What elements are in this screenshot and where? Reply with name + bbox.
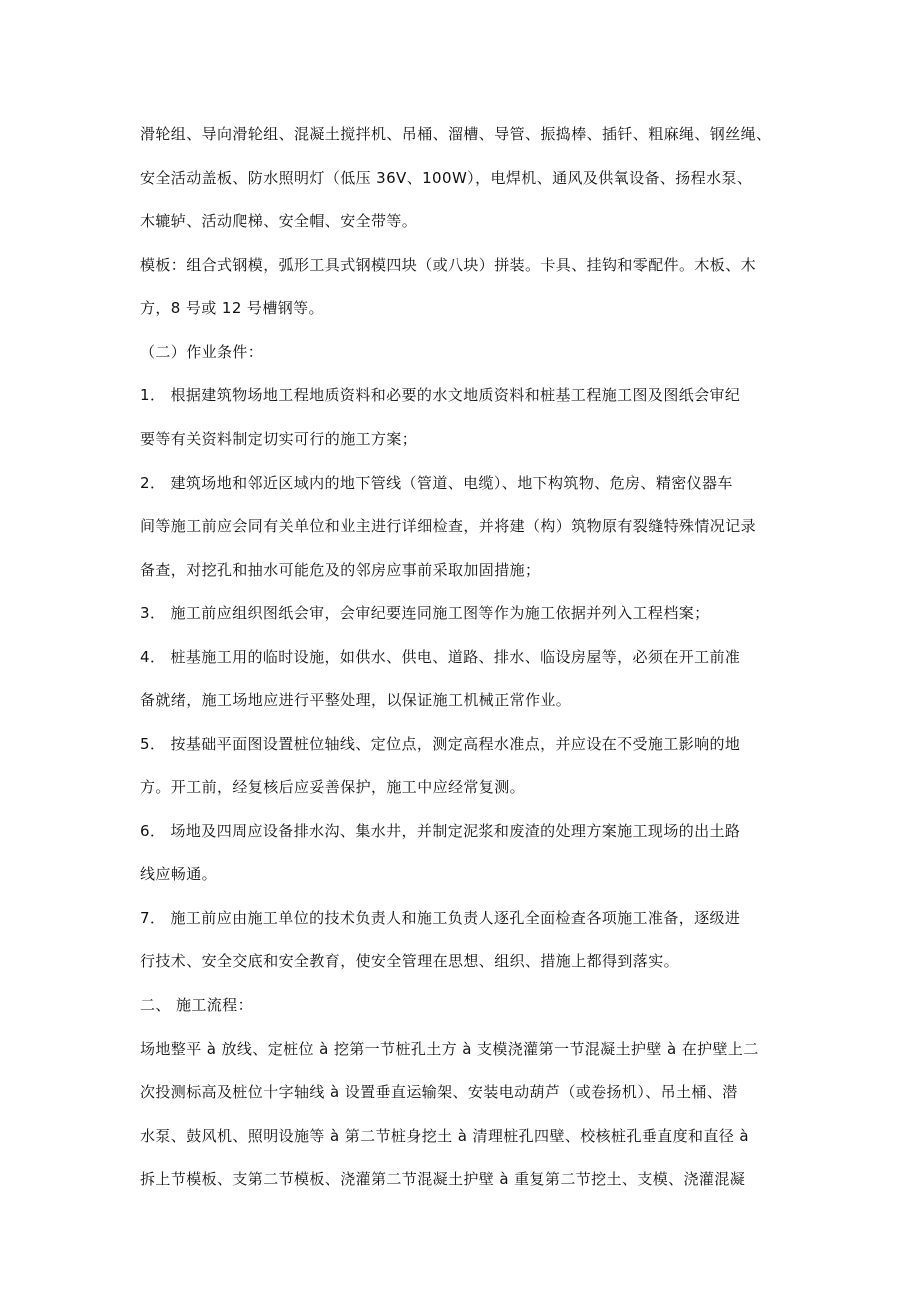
text-line: 水泵、鼓风机、照明设施等 à 第二节桩身挖土 à 清理桩孔四壁、校核桩孔垂直度和直径 à [140, 1127, 750, 1145]
text-line: 4． 桩基施工用的临时设施，如供水、供电、道路、排水、临设房屋等，必须在开工前准 [140, 648, 741, 666]
text-line: 1． 根据建筑物场地工程地质资料和必要的水文地质资料和桩基工程施工图及图纸会审纪 [140, 386, 741, 404]
text-line: 5． 按基础平面图设置桩位轴线、定位点，测定高程水准点，并应设在不受施工影响的地 [140, 735, 741, 753]
text-line: 次投测标高及桩位十字轴线 à 设置垂直运输架、安装电动葫芦（或卷扬机）、吊土桶、潜 [140, 1083, 738, 1101]
text-line: 方。开工前，经复核后应妥善保护，施工中应经常复测。 [140, 778, 526, 796]
text-line: 7． 施工前应由施工单位的技术负责人和施工负责人逐孔全面检查各项施工准备，逐级进 [140, 909, 741, 927]
section-heading: （二）作业条件： [140, 343, 264, 361]
text-line: 拆上节模板、支第二节模板、浇灌第二节混凝土护壁 à 重复第二节挖土、支模、浇灌混凝 [140, 1170, 746, 1188]
text-line: 备查，对挖孔和抽水可能危及的邻房应事前采取加固措施； [140, 561, 541, 579]
text-line: 安全活动盖板、防水照明灯（低压 36V、100W），电焊机、通风及供氧设备、扬程水泵、 [140, 169, 753, 187]
text-line: 模板：组合式钢模，弧形工具式钢模四块（或八块）拼装。卡具、挂钩和零配件。木板、木 [140, 256, 757, 274]
text-line: 备就绪，施工场地应进行平整处理，以保证施工机械正常作业。 [140, 691, 572, 709]
section-heading: 二、 施工流程： [140, 996, 253, 1014]
text-line: 滑轮组、导向滑轮组、混凝土搅拌机、吊桶、溜槽、导管、振捣棒、插钎、粗麻绳、钢丝绳、 [140, 125, 772, 143]
text-line: 3． 施工前应组织图纸会审，会审纪要连同施工图等作为施工依据并列入工程档案； [140, 604, 710, 622]
text-line: 方，8 号或 12 号槽钢等。 [140, 299, 324, 317]
text-line: 6． 场地及四周应设备排水沟、集水井，并制定泥浆和废渣的处理方案施工现场的出土路 [140, 822, 741, 840]
text-line: 2． 建筑场地和邻近区域内的地下管线（管道、电缆）、地下构筑物、危房、精密仪器车 [140, 474, 733, 492]
text-line: 线应畅通。 [140, 865, 218, 883]
text-line: 行技术、安全交底和安全教育，使安全管理在思想、组织、措施上都得到落实。 [140, 952, 680, 970]
text-line: 木辘轳、活动爬梯、安全帽、安全带等。 [140, 212, 418, 230]
text-line: 间等施工前应会同有关单位和业主进行详细检查，并将建（构）筑物原有裂缝特殊情况记录 [140, 517, 757, 535]
text-line: 场地整平 à 放线、定桩位 à 挖第一节桩孔土方 à 支模浇灌第一节混凝土护壁 à 在护壁上二 [140, 1040, 759, 1058]
text-line: 要等有关资料制定切实可行的施工方案； [140, 430, 418, 448]
